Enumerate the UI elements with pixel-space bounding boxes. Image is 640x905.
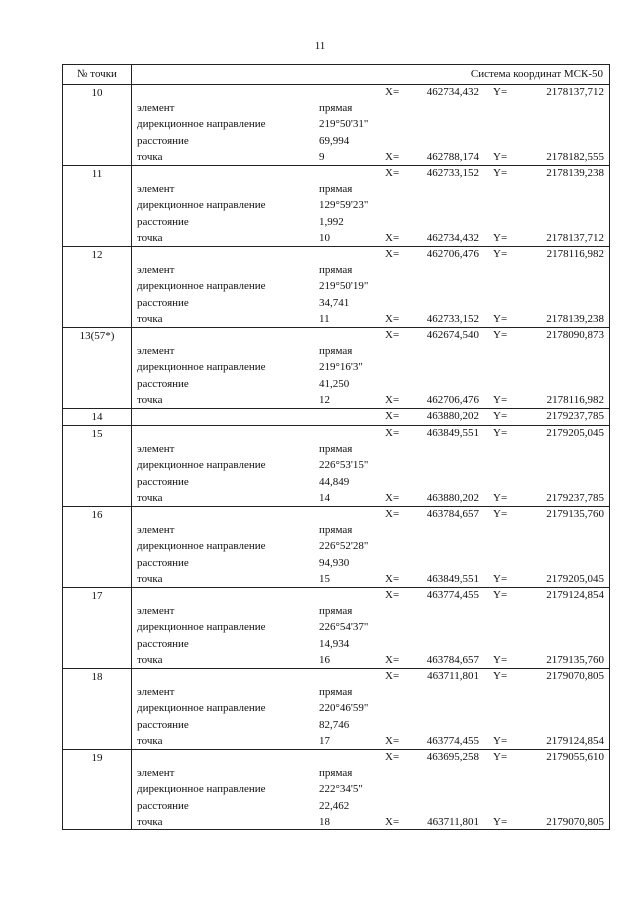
point-block	[63, 409, 609, 426]
table-row	[63, 735, 609, 750]
table-row	[63, 86, 609, 101]
direction-value: 226°52'28"	[319, 540, 369, 553]
x-value: 463849,551	[426, 427, 479, 439]
point-block	[63, 166, 609, 247]
y-value: 2178116,982	[546, 393, 604, 406]
element-label: элемент	[137, 443, 175, 456]
point-label: точка	[137, 734, 163, 747]
table-row	[63, 540, 609, 555]
table-row	[63, 167, 609, 182]
y-value: 2179135,760	[546, 653, 604, 666]
x-value: 463784,657	[426, 653, 479, 666]
element-value: прямая	[319, 264, 353, 277]
point-number: 11	[91, 168, 103, 180]
point-label: точка	[137, 393, 163, 406]
point-block	[63, 507, 609, 588]
table-row	[63, 102, 609, 117]
y-value: 2179070,805	[546, 815, 604, 828]
y-value: 2179135,760	[546, 508, 604, 520]
table-row	[63, 573, 609, 588]
element-value: прямая	[319, 183, 353, 196]
x-label: X=	[385, 572, 400, 585]
y-label: Y=	[493, 167, 508, 179]
table-row	[63, 361, 609, 376]
table-row	[63, 783, 609, 798]
point-number: 16	[91, 509, 103, 521]
point-ref-value: 17	[319, 734, 330, 747]
element-label: элемент	[137, 345, 175, 358]
y-label: Y=	[493, 329, 508, 341]
distance-label: расстояние	[137, 475, 189, 488]
x-label: X=	[385, 589, 400, 601]
x-label: X=	[385, 815, 400, 828]
point-block	[63, 247, 609, 328]
y-value: 2178139,238	[546, 312, 604, 325]
direction-value: 129°59'23"	[319, 199, 369, 212]
y-value: 2178139,238	[546, 167, 604, 179]
direction-label: дирекционное направление	[137, 621, 266, 634]
point-ref-value: 15	[319, 572, 330, 585]
table-row	[63, 329, 609, 344]
direction-label: дирекционное направление	[137, 280, 266, 293]
x-label: X=	[385, 508, 400, 520]
x-value: 462674,540	[426, 329, 479, 341]
element-value: прямая	[319, 345, 353, 358]
distance-value: 44,849	[319, 475, 350, 488]
y-label: Y=	[493, 589, 508, 601]
distance-value: 34,741	[319, 296, 350, 309]
table-row	[63, 216, 609, 231]
direction-label: дирекционное направление	[137, 118, 266, 131]
direction-value: 219°16'3"	[319, 361, 363, 374]
x-label: X=	[385, 427, 400, 439]
point-ref-value: 14	[319, 491, 330, 504]
y-label: Y=	[493, 653, 508, 666]
distance-label: расстояние	[137, 799, 189, 812]
table-row	[63, 492, 609, 507]
distance-label: расстояние	[137, 134, 189, 147]
direction-value: 220°46'59"	[319, 702, 369, 715]
point-ref-value: 10	[319, 231, 330, 244]
x-value: 463774,455	[426, 734, 479, 747]
point-label: точка	[137, 231, 163, 244]
x-label: X=	[385, 248, 400, 260]
distance-label: расстояние	[137, 637, 189, 650]
x-value: 462734,432	[426, 231, 479, 244]
table-row	[63, 654, 609, 669]
element-value: прямая	[319, 686, 353, 699]
table-row	[63, 410, 609, 425]
distance-value: 1,992	[319, 215, 344, 228]
point-number: 15	[91, 428, 103, 440]
y-label: Y=	[493, 231, 508, 244]
direction-value: 219°50'31"	[319, 118, 369, 131]
x-label: X=	[385, 150, 400, 163]
y-label: Y=	[493, 815, 508, 828]
y-label: Y=	[493, 508, 508, 520]
point-number: 18	[91, 671, 103, 683]
x-label: X=	[385, 312, 400, 325]
table-row	[63, 605, 609, 620]
point-number: 17	[91, 590, 103, 602]
x-label: X=	[385, 231, 400, 244]
x-value: 463711,801	[427, 815, 479, 828]
point-block	[63, 426, 609, 507]
y-label: Y=	[493, 150, 508, 163]
x-value: 462706,476	[426, 393, 479, 406]
x-value: 463695,258	[426, 751, 479, 763]
header-coordinate-system: Система координат МСК-50	[470, 68, 603, 80]
y-label: Y=	[493, 248, 508, 260]
table-row	[63, 151, 609, 166]
y-label: Y=	[493, 312, 508, 325]
direction-label: дирекционное направление	[137, 361, 266, 374]
element-value: прямая	[319, 102, 353, 115]
element-value: прямая	[319, 524, 353, 537]
y-value: 2179124,854	[546, 734, 604, 747]
table-row	[63, 280, 609, 295]
point-ref-value: 12	[319, 393, 330, 406]
point-ref-value: 11	[319, 312, 330, 325]
table-row	[63, 751, 609, 766]
distance-label: расстояние	[137, 215, 189, 228]
element-label: элемент	[137, 102, 175, 115]
distance-label: расстояние	[137, 556, 189, 569]
table-row	[63, 589, 609, 604]
x-value: 463849,551	[426, 572, 479, 585]
x-label: X=	[385, 734, 400, 747]
table-row	[63, 248, 609, 263]
y-value: 2178182,555	[546, 150, 604, 163]
table-header	[63, 65, 609, 85]
x-label: X=	[385, 670, 400, 682]
element-label: элемент	[137, 183, 175, 196]
element-value: прямая	[319, 605, 353, 618]
point-number: 14	[91, 411, 103, 423]
x-value: 463880,202	[426, 491, 479, 504]
point-block	[63, 85, 609, 166]
x-value: 462734,432	[426, 86, 479, 98]
direction-label: дирекционное направление	[137, 540, 266, 553]
point-block	[63, 588, 609, 669]
direction-label: дирекционное направление	[137, 459, 266, 472]
point-label: точка	[137, 653, 163, 666]
table-row	[63, 800, 609, 815]
x-label: X=	[385, 329, 400, 341]
table-row	[63, 232, 609, 247]
distance-value: 69,994	[319, 134, 350, 147]
table-row	[63, 313, 609, 328]
y-value: 2179205,045	[546, 427, 604, 439]
y-value: 2179237,785	[546, 410, 604, 422]
table-row	[63, 135, 609, 150]
direction-value: 222°34'5"	[319, 783, 363, 796]
y-label: Y=	[493, 670, 508, 682]
table-row	[63, 264, 609, 279]
y-label: Y=	[493, 491, 508, 504]
point-label: точка	[137, 312, 163, 325]
y-value: 2178137,712	[546, 86, 604, 98]
table-row	[63, 719, 609, 734]
table-row	[63, 443, 609, 458]
direction-value: 219°50'19"	[319, 280, 369, 293]
y-value: 2178137,712	[546, 231, 604, 244]
point-ref-value: 18	[319, 815, 330, 828]
x-value: 463711,801	[427, 670, 479, 682]
distance-value: 14,934	[319, 637, 350, 650]
x-value: 462733,152	[426, 167, 479, 179]
point-block	[63, 750, 609, 831]
y-label: Y=	[493, 86, 508, 98]
table-row	[63, 183, 609, 198]
point-label: точка	[137, 572, 163, 585]
x-label: X=	[385, 653, 400, 666]
x-label: X=	[385, 167, 400, 179]
x-value: 462733,152	[426, 312, 479, 325]
table-row	[63, 427, 609, 442]
direction-value: 226°53'15"	[319, 459, 369, 472]
direction-label: дирекционное направление	[137, 199, 266, 212]
distance-value: 94,930	[319, 556, 350, 569]
table-row	[63, 524, 609, 539]
element-label: элемент	[137, 605, 175, 618]
distance-label: расстояние	[137, 718, 189, 731]
table-row	[63, 459, 609, 474]
element-label: элемент	[137, 264, 175, 277]
table-row	[63, 345, 609, 360]
coordinates-table	[62, 64, 610, 830]
y-label: Y=	[493, 393, 508, 406]
y-value: 2179205,045	[546, 572, 604, 585]
y-value: 2179124,854	[546, 589, 604, 601]
distance-label: расстояние	[137, 296, 189, 309]
point-number: 19	[91, 752, 103, 764]
point-label: точка	[137, 150, 163, 163]
y-label: Y=	[493, 427, 508, 439]
y-value: 2179237,785	[546, 491, 604, 504]
table-row	[63, 297, 609, 312]
table-row	[63, 476, 609, 491]
element-label: элемент	[137, 524, 175, 537]
distance-value: 41,250	[319, 377, 350, 390]
x-value: 463784,657	[426, 508, 479, 520]
header-point-number: № точки	[77, 68, 117, 80]
point-block	[63, 328, 609, 409]
x-label: X=	[385, 393, 400, 406]
direction-value: 226°54'37"	[319, 621, 369, 634]
x-label: X=	[385, 410, 400, 422]
point-label: точка	[137, 491, 163, 504]
direction-label: дирекционное направление	[137, 702, 266, 715]
table-row	[63, 508, 609, 523]
table-row	[63, 638, 609, 653]
table-row	[63, 686, 609, 701]
x-value: 462706,476	[426, 248, 479, 260]
table-row	[63, 394, 609, 409]
point-label: точка	[137, 815, 163, 828]
table-row	[63, 557, 609, 572]
table-row	[63, 767, 609, 782]
y-value: 2179070,805	[546, 670, 604, 682]
x-value: 463774,455	[426, 589, 479, 601]
element-value: прямая	[319, 443, 353, 456]
point-ref-value: 16	[319, 653, 330, 666]
element-label: элемент	[137, 767, 175, 780]
distance-value: 82,746	[319, 718, 350, 731]
table-row	[63, 670, 609, 685]
y-label: Y=	[493, 410, 508, 422]
point-number: 13(57*)	[79, 330, 115, 342]
table-row	[63, 702, 609, 717]
table-row	[63, 199, 609, 214]
direction-label: дирекционное направление	[137, 783, 266, 796]
point-number: 12	[91, 249, 103, 261]
table-row	[63, 621, 609, 636]
x-value: 463880,202	[426, 410, 479, 422]
x-label: X=	[385, 491, 400, 504]
element-label: элемент	[137, 686, 175, 699]
y-label: Y=	[493, 751, 508, 763]
x-label: X=	[385, 751, 400, 763]
point-ref-value: 9	[319, 150, 325, 163]
distance-value: 22,462	[319, 799, 350, 812]
x-value: 462788,174	[426, 150, 479, 163]
point-number: 10	[91, 87, 103, 99]
y-value: 2178090,873	[546, 329, 604, 341]
page-number: 11	[314, 40, 326, 52]
element-value: прямая	[319, 767, 353, 780]
y-label: Y=	[493, 572, 508, 585]
point-block	[63, 669, 609, 750]
table-row	[63, 378, 609, 393]
y-value: 2178116,982	[546, 248, 604, 260]
table-row	[63, 816, 609, 831]
distance-label: расстояние	[137, 377, 189, 390]
y-label: Y=	[493, 734, 508, 747]
y-value: 2179055,610	[546, 751, 604, 763]
x-label: X=	[385, 86, 400, 98]
table-row	[63, 118, 609, 133]
